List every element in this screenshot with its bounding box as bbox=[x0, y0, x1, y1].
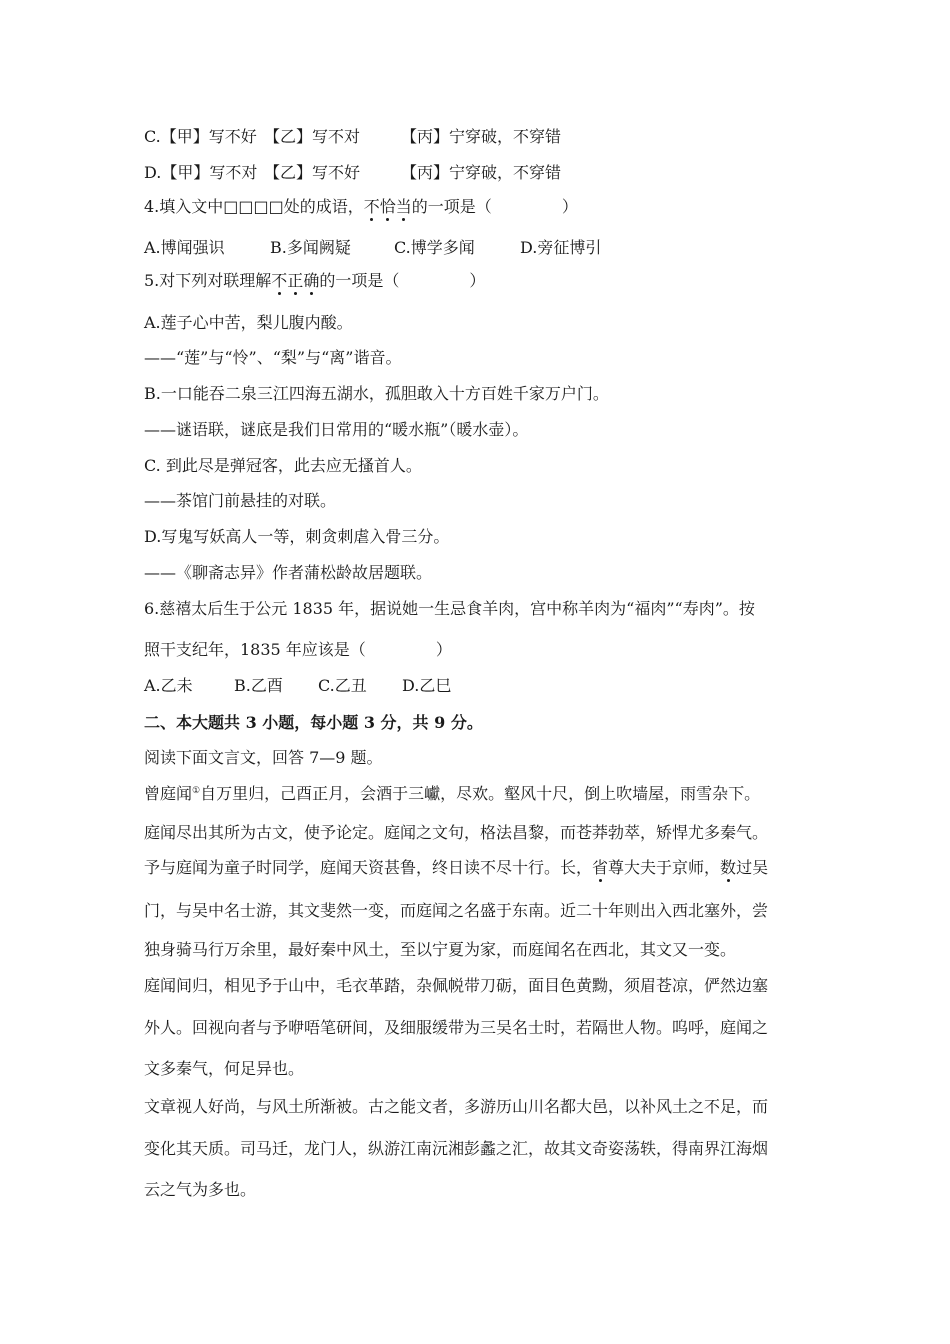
q4-stem bbox=[144, 197, 814, 217]
q4-option-d: D.旁征博引 bbox=[520, 238, 602, 257]
passage-emphasis-xing: 省 bbox=[592, 858, 609, 877]
q4-stem-text: 4.填入文中□□□□处的成语， bbox=[144, 197, 364, 216]
q6-stem-line2 bbox=[144, 640, 814, 660]
q4-emphasis-1: 不 bbox=[363, 197, 380, 216]
passage-line-6: 庭闻间归，相见予于山中，毛衣革踏，杂佩帨带刀砺，面目色黄黝，须眉苍凉，俨然边塞 bbox=[144, 976, 769, 995]
q4-stem-close: ） bbox=[561, 197, 578, 216]
q3-option-d-yi: 【乙】写不好 bbox=[264, 163, 361, 182]
q6-option-a: A.乙未 bbox=[144, 676, 193, 695]
passage-line-3-pre: 予与庭闻为童子时同学，庭闻天资甚鲁，终日读不尽十行。长， bbox=[144, 858, 593, 877]
q3-option-c-bing: 【丙】宁穿破，不穿错 bbox=[401, 127, 562, 146]
q4-emphasis-3: 当 bbox=[395, 197, 412, 216]
q6-option-c: C.乙丑 bbox=[318, 676, 367, 695]
q6-option-d: D.乙巳 bbox=[402, 676, 452, 695]
passage-line-7: 外人。回视向者与予咿唔笔研间，及细服缓带为三吴名士时，若隔世人物。呜呼，庭闻之 bbox=[144, 1018, 769, 1037]
q5-emphasis-2: 正 bbox=[287, 271, 304, 290]
q4-option-c: C.博学多闻 bbox=[394, 238, 475, 257]
q6-stem-text: 照干支纪年，1835 年应该是（ bbox=[144, 640, 366, 659]
passage-line-10: 变化其天质。司马迁，龙门人，纵游江南沅湘彭蠡之汇，故其文奇姿荡轶，得南界江海烟 bbox=[144, 1139, 769, 1158]
q5-option-a-note: ——“莲”与“怜”、“梨”与“离”谐音。 bbox=[144, 348, 402, 367]
passage-line-3-post: 过吴 bbox=[736, 858, 769, 877]
q5-option-c-note: ——茶馆门前悬挂的对联。 bbox=[144, 491, 337, 510]
passage-line-3-mid: 尊大夫于京师， bbox=[608, 858, 721, 877]
section-intro: 阅读下面文言文，回答 7—9 题。 bbox=[144, 748, 383, 767]
q6-option-b: B.乙酉 bbox=[234, 676, 283, 695]
q3-option-c-yi: 【乙】写不对 bbox=[264, 127, 361, 146]
q3-option-c-jia: C.【甲】写不好 bbox=[144, 127, 257, 146]
q5-option-d: D.写鬼写妖高人一等，刺贪刺虐入骨三分。 bbox=[144, 527, 450, 546]
q6-options bbox=[144, 676, 814, 696]
q3-option-c bbox=[144, 127, 814, 147]
q4-options bbox=[144, 238, 814, 258]
passage-emphasis-shu: 数 bbox=[720, 858, 737, 877]
q5-option-b-note: ——谜语联，谜底是我们日常用的“暖水瓶”（暖水壶）。 bbox=[144, 420, 529, 439]
passage-line-1 bbox=[144, 784, 814, 804]
passage-line-3 bbox=[144, 858, 814, 878]
q6-stem-close: ） bbox=[435, 640, 452, 659]
passage-line-1-pre: 曾庭闻 bbox=[144, 784, 193, 803]
q5-option-c: C. 到此尽是弹冠客，此去应无搔首人。 bbox=[144, 456, 422, 475]
q3-option-d bbox=[144, 163, 814, 183]
q5-option-d-note: ——《聊斋志异》作者蒲松龄故居题联。 bbox=[144, 563, 433, 582]
passage-line-1-post: 自万里归，己酉正月，会酒于三巘，尽欢。壑风十尺，倒上吹墙屋，雨雪杂下。 bbox=[200, 784, 761, 803]
q5-stem bbox=[144, 271, 814, 291]
q5-emphasis-1: 不 bbox=[271, 271, 288, 290]
q4-emphasis-2: 恰 bbox=[379, 197, 396, 216]
q6-stem-line1: 6.慈禧太后生于公元 1835 年，据说她一生忌食羊肉，宫中称羊肉为“福肉”“寿肉”。按 bbox=[144, 599, 755, 618]
q4-option-b: B.多闻阙疑 bbox=[270, 238, 351, 257]
section-heading: 二、本大题共 3 小题，每小题 3 分，共 9 分。 bbox=[144, 713, 483, 732]
passage-line-11: 云之气为多也。 bbox=[144, 1180, 257, 1199]
q5-stem-close: ） bbox=[469, 271, 486, 290]
footnote-marker: ① bbox=[192, 786, 201, 796]
q5-stem-text: 5.对下列对联理解 bbox=[144, 271, 272, 290]
q5-option-a: A.莲子心中苦，梨儿腹内酸。 bbox=[144, 313, 353, 332]
passage-line-2: 庭闻尽出其所为古文，使予论定。庭闻之文句，格法昌黎，而苍莽勃萃，矫悍尤多秦气。 bbox=[144, 823, 769, 842]
passage-line-5: 独身骑马行万余里，最好秦中风土，至以宁夏为家，而庭闻名在西北，其文又一变。 bbox=[144, 940, 737, 959]
q4-stem-tail: 的一项是（ bbox=[411, 197, 492, 216]
passage-line-9: 文章视人好尚，与风土所渐被。古之能文者，多游历山川名都大邑，以补风土之不足，而 bbox=[144, 1097, 769, 1116]
q5-stem-tail: 的一项是（ bbox=[319, 271, 400, 290]
q3-option-d-bing: 【丙】宁穿破，不穿错 bbox=[401, 163, 562, 182]
q3-option-d-jia: D.【甲】写不对 bbox=[144, 163, 258, 182]
passage-line-4: 门，与吴中名士游，其文斐然一变，而庭闻之名盛于东南。近二十年则出入西北塞外，尝 bbox=[144, 901, 769, 920]
q5-option-b: B.一口能吞二泉三江四海五湖水，孤胆敢入十方百姓千家万户门。 bbox=[144, 384, 609, 403]
passage-line-8: 文多秦气，何足异也。 bbox=[144, 1059, 305, 1078]
q5-emphasis-3: 确 bbox=[303, 271, 320, 290]
q4-option-a: A.博闻强识 bbox=[144, 238, 225, 257]
